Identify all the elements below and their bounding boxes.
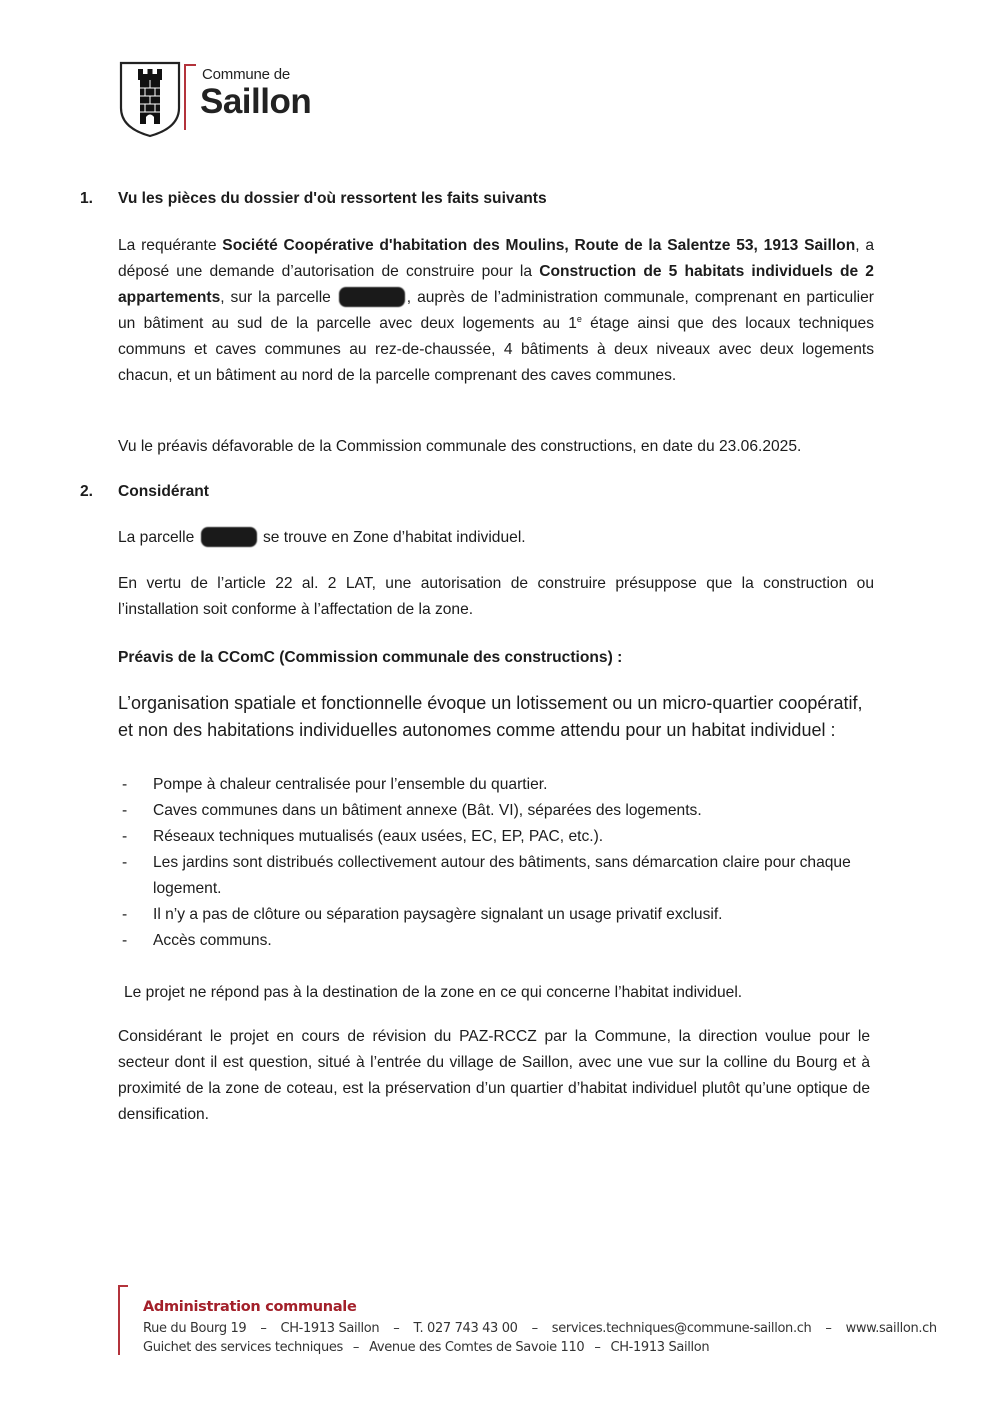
- ccomc-subtitle: Préavis de la CComC (Commission communale des constructions) :: [118, 649, 623, 666]
- footer-street: Rue du Bourg 19: [143, 1321, 247, 1336]
- text-fragment: , auprès de l’administration communale, comprenant en particulier un bâtiment au sud de la parcelle avec deux logements au 1: [118, 289, 874, 332]
- bullet-dash: -: [122, 932, 128, 949]
- footer-website: www.saillon.ch: [845, 1321, 937, 1336]
- section-2-final-paragraph: Considérant le projet en cours de révision du PAZ-RCCZ par la Commune, la direction voulue pour le secteur dont il est question, situé à l’entrée du village de Saillon, avec une vue sur la colline du Bourg et à proximité de la zone de coteau, est la préservation d’un quartier d’habitat individuel plutôt qu’une optique de densification.: [118, 1028, 870, 1123]
- bullet-dash: -: [122, 828, 128, 845]
- commune-logo: [118, 60, 348, 140]
- footer-office-line: [143, 1340, 709, 1355]
- list-item: [118, 798, 878, 824]
- list-item-text: Réseaux techniques mutualisés (eaux usées, EC, EP, PAC, etc.).: [153, 828, 604, 845]
- footer-separator: –: [531, 1321, 538, 1336]
- footer-email: services.techniques@commune-saillon.ch: [551, 1321, 812, 1336]
- footer-separator: –: [594, 1340, 601, 1355]
- list-item: [118, 824, 878, 850]
- list-item: [118, 928, 878, 954]
- redacted-parcel-number: [339, 287, 405, 307]
- footer-separator: –: [825, 1321, 832, 1336]
- footer-accent-bar: [118, 1285, 130, 1355]
- list-item: [118, 850, 878, 902]
- footer-address-line: [143, 1321, 937, 1336]
- footer-office: Guichet des services techniques: [143, 1340, 343, 1355]
- text-fragment: La requérante: [118, 237, 223, 254]
- footer-title: Administration communale: [143, 1299, 357, 1315]
- text-fragment: étage ainsi que des locaux techniques communs et caves communes au rez-de-chaussée, 4 bâtiments à deux niveaux avec deux logements chacun, et un bâtiment au nord de la parcelle comprenant des caves communes.: [118, 315, 875, 384]
- ccomc-conclusion: Le projet ne répond pas à la destination de la zone en ce qui concerne l’habitat individuel.: [124, 984, 743, 1001]
- text-fragment: , sur la parcelle: [220, 289, 337, 306]
- footer-phone: T. 027 743 43 00: [413, 1321, 518, 1336]
- section-2-title: Considérant: [118, 483, 209, 500]
- footer-separator: –: [393, 1321, 400, 1336]
- footer-separator: –: [260, 1321, 267, 1336]
- section-1-number: 1.: [80, 190, 94, 207]
- bullet-dash: -: [122, 776, 128, 793]
- logo-accent-bar: [184, 64, 198, 130]
- ccomc-bullet-list: [118, 772, 878, 954]
- project-title: Construction de 5 habitats individuels de 2 appartements: [118, 263, 874, 306]
- ccomc-intro: L’organisation spatiale et fonctionnelle évoque un lotissement ou un micro-quartier coopératif, et non des habitations individuelles autonomes comme attendu pour un habitat individuel :: [118, 693, 863, 740]
- list-item-text: Caves communes dans un bâtiment annexe (Bât. VI), séparées des logements.: [153, 802, 702, 819]
- footer-separator: –: [352, 1340, 360, 1355]
- text-fragment: se trouve en Zone d’habitat individuel.: [258, 529, 526, 546]
- list-item: [118, 772, 878, 798]
- section-1-paragraph-1: [118, 233, 874, 389]
- applicant-name: Société Coopérative d'habitation des Moulins, Route de la Salentze 53, 1913 Saillon: [222, 237, 856, 254]
- footer-office-street: Avenue des Comtes de Savoie 110: [369, 1340, 585, 1355]
- list-item-text: Les jardins sont distribués collectivement autour des bâtiments, sans démarcation claire pour chaque logement.: [153, 854, 851, 897]
- text-fragment: , a déposé une demande d’autorisation de construire pour la: [118, 237, 875, 280]
- list-item: [118, 902, 878, 928]
- text-fragment: La parcelle: [118, 529, 199, 546]
- bullet-dash: -: [122, 854, 128, 871]
- list-item-text: Pompe à chaleur centralisée pour l’ensemble du quartier.: [153, 776, 548, 793]
- footer-office-city: CH-1913 Saillon: [610, 1340, 710, 1355]
- logo-saillon: Saillon: [200, 82, 312, 121]
- bullet-dash: -: [122, 906, 128, 923]
- list-item-text: Accès communs.: [153, 932, 272, 949]
- footer-city: CH-1913 Saillon: [280, 1321, 380, 1336]
- section-1-title: Vu les pièces du dossier d'où ressortent les faits suivants: [118, 190, 547, 207]
- section-2-paragraph-1: [118, 525, 874, 551]
- bullet-dash: -: [122, 802, 128, 819]
- section-2-paragraph-2: En vertu de l’article 22 al. 2 LAT, une autorisation de construire présuppose que la construction ou l’installation soit conforme à l’affectation de la zone.: [118, 575, 874, 618]
- section-2-number: 2.: [80, 483, 94, 500]
- list-item-text: Il n’y a pas de clôture ou séparation paysagère signalant un usage privatif exclusif.: [153, 906, 723, 923]
- superscript: e: [576, 313, 582, 324]
- section-1-paragraph-2: Vu le préavis défavorable de la Commission communale des constructions, en date du 23.06.2025.: [118, 438, 802, 455]
- redacted-parcel-number: [201, 527, 257, 547]
- tower-shield-icon: [118, 60, 182, 138]
- logo-commune-de: Commune de: [202, 66, 291, 83]
